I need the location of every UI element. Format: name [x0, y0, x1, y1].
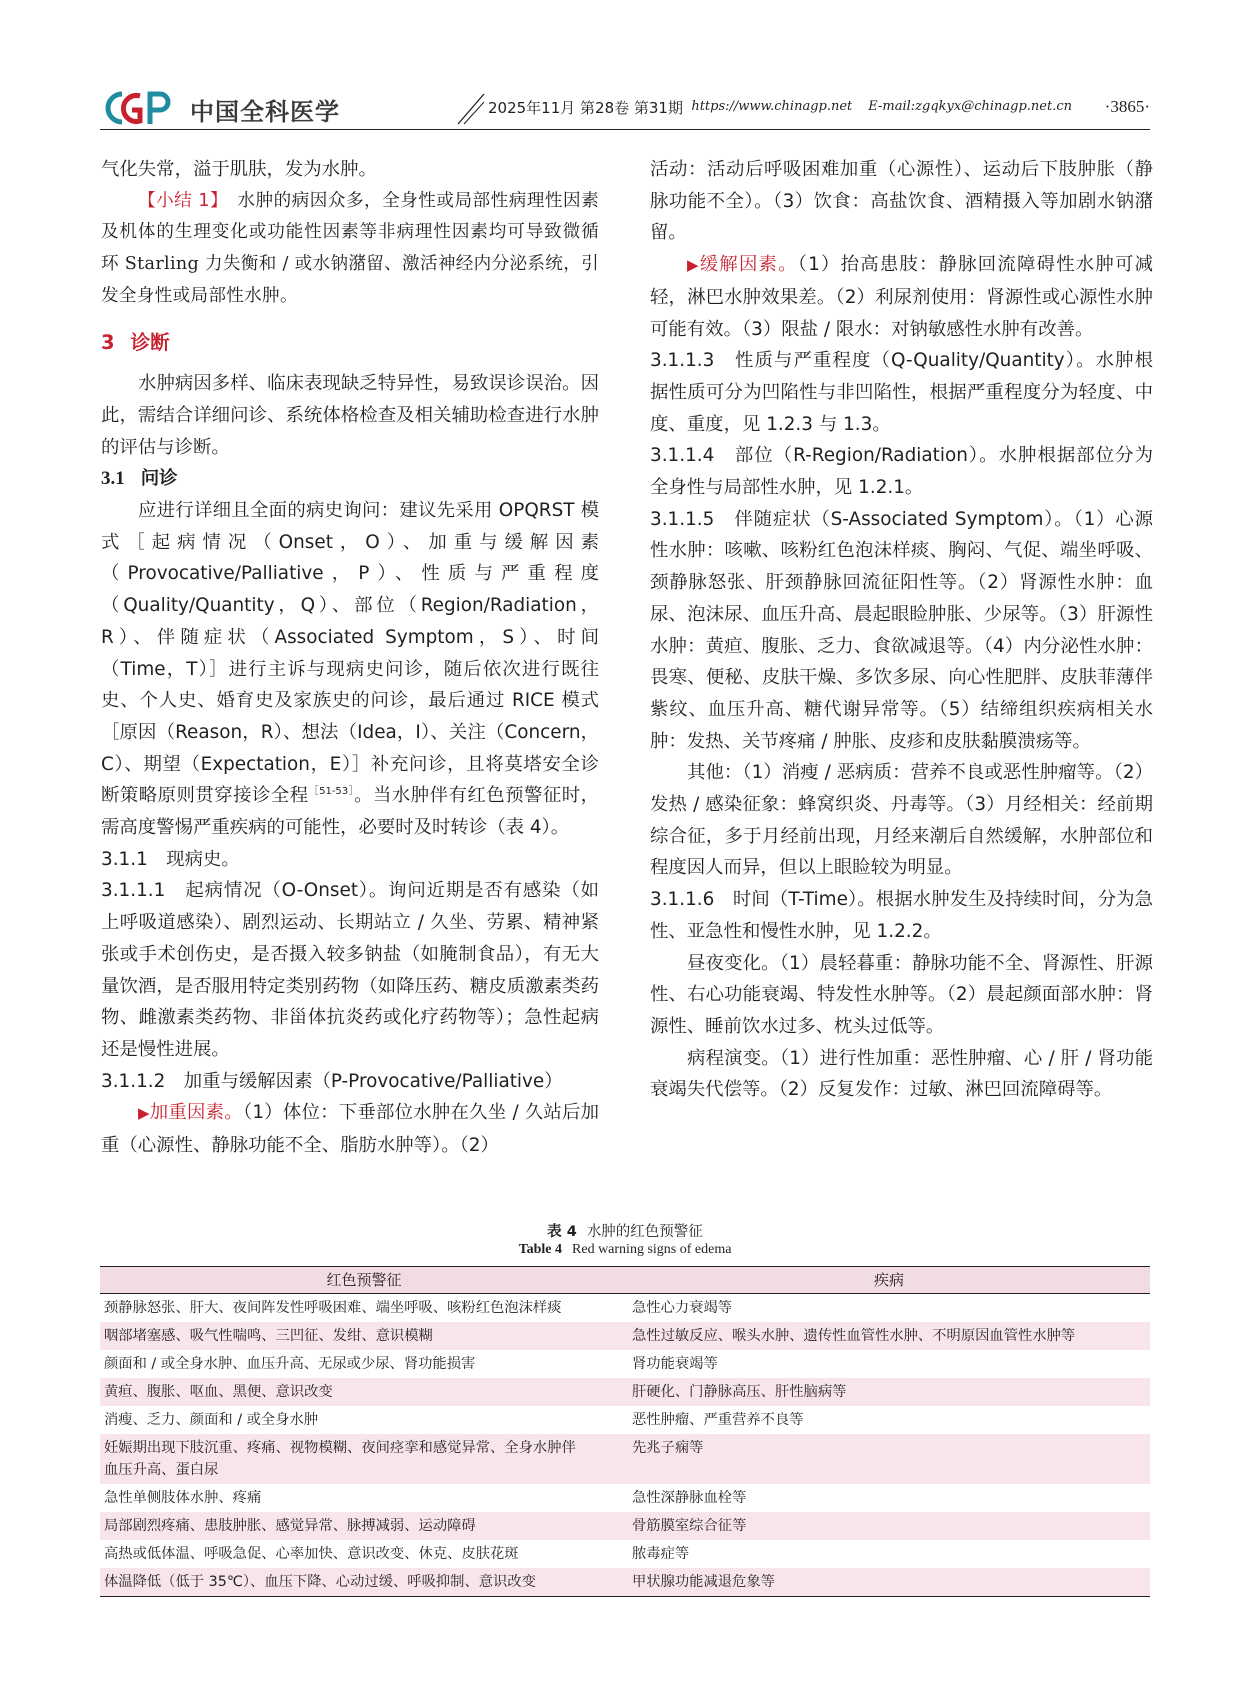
history-text-b: 。当水肿伴有红色预警征时，需高度警惕严重疾病的可能性，必要时及时转诊（表 4）。 [101, 785, 599, 839]
table-cell: 急性单侧肢体水肿、疼痛 [104, 1490, 262, 1506]
table-row [100, 1568, 1150, 1597]
aggravating-text: （1）体位：下垂部位水肿在久坐 / 久站后加重（心源性、静脉功能不全、脂肪水肿等）。（2） [101, 1102, 599, 1157]
paragraph: 其他：（1）消瘦 / 恶病质：营养不良或恶性肿瘤等。（2）发热 / 感染征象：蜂窝织炎、丹毒等。（3）月经相关：经前期综合征，多于月经前出现，月经来潮后自然缓解，水肿部位和程度因人而异，但以上眼睑较为明显。 [650, 762, 1153, 879]
summary-box [101, 186, 599, 313]
summary-text: 水肿的病因众多，全身性或局部性病理性因素及机体的生理变化或功能性因素等非病理性因素均可导致微循环 Starling 力失衡和 / 或水钠潴留、激活神经内分泌系统，引发全身性或局部性水肿。 [101, 190, 599, 306]
paragraph: 3.1.1.4 部位（R-Region/Radiation）。水肿根据部位分为全身性与局部性水肿，见 1.2.1。 [650, 445, 1153, 499]
table-cell: 肾功能衰竭等 [632, 1356, 718, 1372]
paragraph: 水肿病因多样、临床表现缺乏特异性，易致误诊误治。因此，需结合详细问诊、系统体格检查及相关辅助检查进行水肿的评估与诊断。 [101, 373, 599, 458]
table-cell: 先兆子痫等 [628, 1434, 1150, 1484]
table-caption-en [100, 1242, 1150, 1258]
relieving-text: （1）抬高患肢：静脉回流障碍性水肿可减轻，淋巴水肿效果差。（2）利尿剂使用：肾源性或心源性水肿可能有效。（3）限盐 / 限水：对钠敏感性水肿有改善。 [650, 254, 1153, 340]
journal-logo-icon [100, 88, 174, 128]
left-column [101, 154, 599, 1162]
right-column [650, 154, 1153, 1106]
heading-311: 3.1.1 现病史。 [101, 848, 240, 870]
triangle-bullet-icon: ▶ [138, 1104, 150, 1123]
triangle-bullet-icon: ▶ [687, 256, 700, 275]
table-cell: 脓毒症等 [632, 1546, 690, 1562]
table-header-row [100, 1267, 1150, 1294]
table-cell: 咽部堵塞感、吸气性喘鸣、三凹征、发绀、意识模糊 [100, 1322, 628, 1350]
paragraph [101, 495, 599, 844]
paragraph: 3.1.1.3 性质与严重程度（Q-Quality/Quantity）。水肿根据性质可分为凹陷性与非凹陷性，根据严重程度分为轻度、中度、重度，见 1.2.3 与 1.3。 [650, 350, 1153, 435]
history-text-a: 应进行详细且全面的病史询问：建议先采用 OPQRST 模式［起病情况（Onset，O）、加重与缓解因素（Provocative/Palliative，P）、性质与严重程度（Quality/Quantity，Q）、部位（Region/Radiation，R）、伴随症状（Associated Symptom，S）、时间（Time，T）］进行主诉与现病史问诊，随后依次进行既往史、个人史、婚育史及家族史的问诊，最后通过 RICE 模式［原因（Reason，R）、想法（Idea，I）、关注（Concern，C）、期望（Expectation，E）］补充问诊，且将莫塔安全诊断策略原则贯穿接诊全程 [101, 500, 599, 807]
table-header-cell: 红色预警征 [100, 1267, 628, 1294]
red-warning-table [100, 1266, 1150, 1597]
table-header-cell: 疾病 [628, 1267, 1150, 1294]
paragraph: 3.1.1.1 起病情况（O-Onset）。询问近期是否有感染（如上呼吸道感染）、剧烈运动、长期站立 / 久坐、劳累、精神紧张或手术创伤史，是否摄入较多钠盐（如腌制食品），有无大量饮酒，是否服用特定类别药物（如降压药、糖皮质激素类药物、雌激素类药物、非甾体抗炎药或化疗药物等）；急性起病还是慢性进展。 [101, 880, 599, 1060]
relieving-label: 缓解因素。 [699, 254, 798, 276]
issue-info: 2025年11月 第28卷 第31期 [488, 99, 683, 117]
paragraph: 昼夜变化。（1）晨轻暮重：静脉功能不全、肾源性、肝源性、右心功能衰竭、特发性水肿等。（2）晨起颜面部水肿：肾源性、睡前饮水过多、枕头过低等。 [650, 952, 1153, 1037]
table-row [100, 1294, 1150, 1323]
subsection-title: 问诊 [140, 468, 178, 490]
table-row [100, 1434, 1150, 1484]
table-cell: 急性心力衰竭等 [632, 1300, 733, 1316]
table-caption-cn [100, 1220, 1150, 1241]
table-row [100, 1378, 1150, 1406]
table-cell: 体温降低（低于 35℃）、血压下降、心动过缓、呼吸抑制、意识改变 [100, 1568, 628, 1597]
table-label-cn: 表 4 [547, 1224, 577, 1240]
summary-label: 【小结 1】 [138, 190, 220, 211]
aggravating-label: 加重因素。 [149, 1102, 243, 1124]
paragraph: 活动：活动后呼吸困难加重（心源性）、运动后下肢肿胀（静脉功能不全）。（3）饮食：高盐饮食、酒精摄入等加剧水钠潴留。 [650, 159, 1153, 244]
citation-ref[interactable]: ［51-53］ [308, 786, 355, 798]
table-cell: 恶性肿瘤、严重营养不良等 [632, 1412, 804, 1428]
paragraph [101, 1097, 599, 1161]
page-number: ·3865· [1104, 97, 1150, 116]
table-cell: 颜面和 / 或全身水肿、血压升高、无尿或少尿、肾功能损害 [104, 1356, 476, 1372]
table-row [100, 1484, 1150, 1512]
table-row [100, 1540, 1150, 1568]
table-row [100, 1350, 1150, 1378]
journal-url[interactable]: https://www.chinagp.net [691, 99, 853, 114]
header-divider-slash [456, 92, 486, 126]
table-cell: 肝硬化、门静脉高压、肝性脑病等 [628, 1378, 1150, 1406]
table-label-en: Table 4 [518, 1242, 563, 1257]
table-row [100, 1322, 1150, 1350]
subsection-number: 3.1 [101, 468, 125, 490]
table-cell: 妊娠期出现下肢沉重、疼痛、视物模糊、夜间痉挛和感觉异常、全身水肿伴血压升高、蛋白尿 [100, 1434, 628, 1484]
paragraph: 病程演变。（1）进行性加重：恶性肿瘤、心 / 肝 / 肾功能衰竭失代偿等。（2）反复发作：过敏、淋巴回流障碍等。 [650, 1047, 1153, 1101]
paragraph: 3.1.1.6 时间（T-Time）。根据水肿发生及持续时间，分为急性、亚急性和慢性水肿，见 1.2.2。 [650, 889, 1153, 942]
table-cell: 局部剧烈疼痛、患肢肿胀、感觉异常、脉搏减弱、运动障碍 [100, 1512, 628, 1540]
table-cell: 黄疸、腹胀、呕血、黑便、意识改变 [100, 1378, 628, 1406]
table-cell: 消瘦、乏力、颜面和 / 或全身水肿 [104, 1412, 319, 1428]
table-cell: 急性过敏反应、喉头水肿、遗传性血管性水肿、不明原因血管性水肿等 [628, 1322, 1150, 1350]
paragraph: 3.1.1.5 伴随症状（S-Associated Symptom）。（1）心源性水肿：咳嗽、咳粉红色泡沫样痰、胸闷、气促、端坐呼吸、颈静脉怒张、肝颈静脉回流征阳性等。（2）肾源性水肿：血尿、泡沫尿、血压升高、晨起眼睑肿胀、少尿等。（3）肝源性水肿：黄疸、腹胀、乏力、食欲减退等。（4）内分泌性水肿：畏寒、便秘、皮肤干燥、多饮多尿、向心性肥胖、皮肤菲薄伴紫纹、血压升高、糖代谢异常等。（5）结缔组织疾病相关水肿：发热、关节疼痛 / 肿胀、皮疹和皮肤黏膜溃疡等。 [650, 508, 1153, 752]
table-cell: 骨筋膜室综合征等 [628, 1512, 1150, 1540]
table-row [100, 1406, 1150, 1434]
journal-title: 中国全科医学 [190, 98, 340, 126]
contact-info [691, 99, 1072, 114]
table-row [100, 1512, 1150, 1540]
section-heading [101, 327, 599, 359]
journal-email[interactable]: E-mail:zgqkyx@chinagp.net.cn [868, 99, 1072, 114]
table-title-cn: 水肿的红色预警征 [586, 1224, 703, 1240]
section-title: 诊断 [130, 330, 170, 354]
header-rule [100, 129, 1150, 130]
table-cell: 急性深静脉血栓等 [632, 1490, 747, 1506]
table-title-en: Red warning signs of edema [572, 1242, 732, 1257]
paragraph: 气化失常，溢于肌肤，发为水肿。 [101, 159, 377, 180]
section-number: 3 [101, 330, 115, 354]
heading-3112: 3.1.1.2 加重与缓解因素（P-Provocative/Palliative） [101, 1070, 563, 1092]
table-cell: 甲状腺功能减退危象等 [628, 1568, 1150, 1597]
paragraph [650, 249, 1153, 345]
table-cell: 高热或低体温、呼吸急促、心率加快、意识改变、休克、皮肤花斑 [104, 1546, 519, 1562]
subsection-heading [101, 463, 599, 495]
table-cell: 颈静脉怒张、肝大、夜间阵发性呼吸困难、端坐呼吸、咳粉红色泡沫样痰 [104, 1300, 562, 1316]
